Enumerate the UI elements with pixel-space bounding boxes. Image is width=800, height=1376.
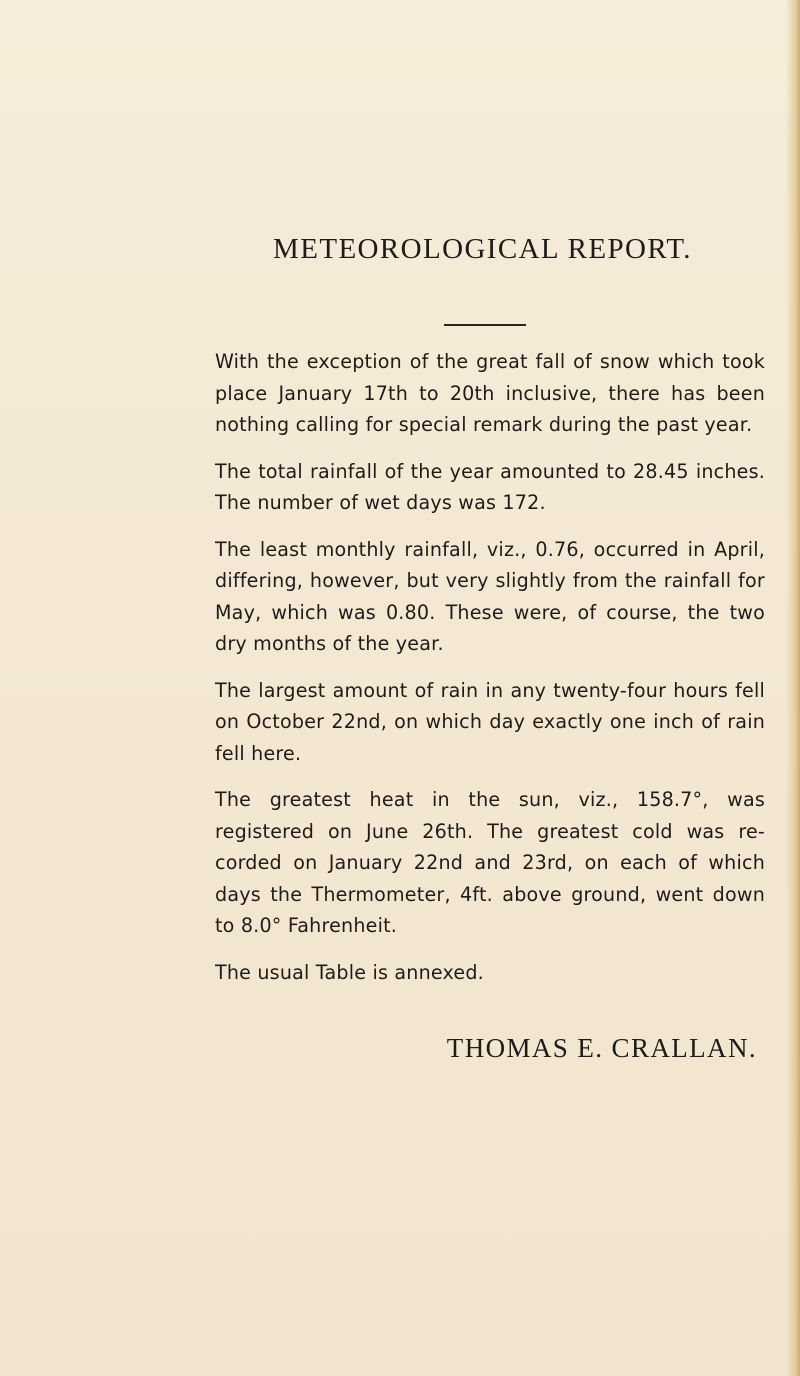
paragraph-temperature: The greatest heat in the sun, viz., 158.7°, was registered on June 26th. The greatest cold was re-corded on January 22nd and 23rd, on each of which days the Thermometer, 4ft. above ground, went down to 8.0° Fahrenheit. bbox=[215, 788, 765, 938]
report-content bbox=[215, 233, 765, 1064]
page-edge-shadow bbox=[786, 0, 800, 1376]
paragraph-table-note: The usual Table is annexed. bbox=[215, 960, 484, 984]
paragraph-largest-rainfall: The largest amount of rain in any twenty-four hours fell on October 22nd, on which day exactly one inch of rain fell here. bbox=[215, 678, 765, 765]
paragraph-snowfall: With the exception of the great fall of snow which took place January 17th to 20th inclusive, there has been nothing calling for special remark during the past year. bbox=[215, 350, 765, 437]
paragraph-total-rainfall: The total rainfall of the year amounted to 28.45 inches. The number of wet days was 172. bbox=[215, 459, 765, 515]
signature: THOMAS E. CRALLAN. bbox=[446, 1033, 757, 1064]
report-body bbox=[215, 346, 765, 988]
title-divider bbox=[444, 324, 526, 326]
paragraph-least-rainfall: The least monthly rainfall, viz., 0.76, occurred in April, differing, however, but very slightly from the rainfall for May, which was 0.80. These were, of course, the two dry months of the year. bbox=[215, 537, 765, 656]
page-title: METEOROLOGICAL REPORT. bbox=[273, 233, 692, 265]
